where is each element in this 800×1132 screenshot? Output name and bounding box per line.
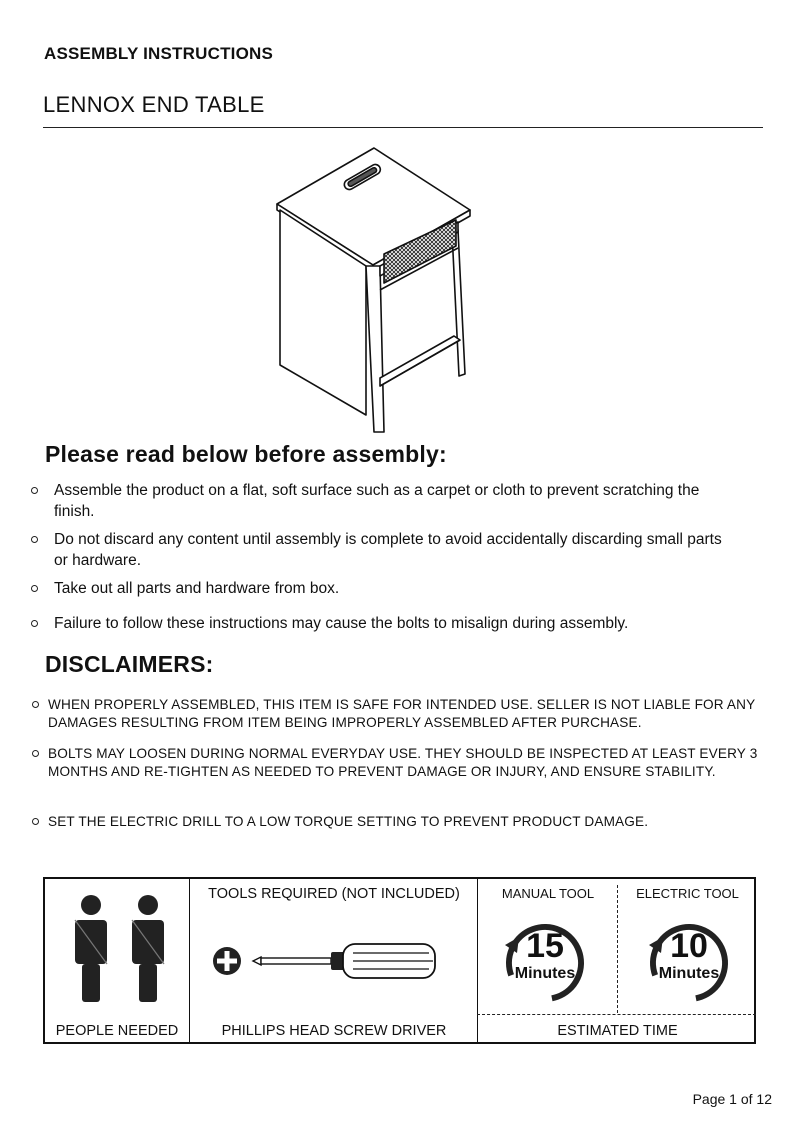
person-icon xyxy=(132,895,164,1002)
disclaimer-text: SET THE ELECTRIC DRILL TO A LOW TORQUE SETTING TO PREVENT PRODUCT DAMAGE. xyxy=(48,814,649,829)
instruction-text: Do not discard any content until assembly is complete to avoid accidentally discarding small parts or hardware. xyxy=(54,531,722,569)
page-number: Page 1 of 12 xyxy=(692,1091,772,1107)
bullet-icon xyxy=(31,536,38,543)
electric-timer-icon xyxy=(643,915,739,1011)
two-people-icon xyxy=(67,893,177,1005)
disclaimer-text: BOLTS MAY LOOSEN DURING NORMAL EVERYDAY USE. THEY SHOULD BE INSPECTED AT LEAST EVERY 3 MONTHS AND RE-TIGHTEN AS NEEDED TO PREVENT DAMAGE OR INJURY, AND ENSURE STABILITY. xyxy=(48,746,758,779)
tools-required-label: TOOLS REQUIRED (NOT INCLUDED) xyxy=(208,886,460,902)
manual-time-value: 15 xyxy=(526,927,564,965)
tool-name-label: PHILLIPS HEAD SCREW DRIVER xyxy=(221,1023,447,1039)
electric-time-value: 10 xyxy=(670,927,708,965)
end-table-illustration xyxy=(270,140,480,445)
people-needed-label: PEOPLE NEEDED xyxy=(55,1023,179,1039)
instruction-text: Take out all parts and hardware from box. xyxy=(54,580,340,597)
disclaimer-text: WHEN PROPERLY ASSEMBLED, THIS ITEM IS SAFE FOR INTENDED USE. SELLER IS NOT LIABLE FOR ANY DAMAGES RESULTING FROM ITEM BEING IMPROPERLY ASSEMBLED AFTER PURCHASE. xyxy=(48,697,756,730)
manual-timer-icon xyxy=(499,915,595,1011)
bullet-icon xyxy=(31,585,38,592)
disclaimers-heading: DISCLAIMERS: xyxy=(45,651,214,677)
time-cell-divider xyxy=(617,885,618,1013)
bullet-icon xyxy=(32,701,39,708)
electric-minutes-label: Minutes xyxy=(658,965,720,982)
time-cell-divider xyxy=(477,1014,756,1015)
cell-divider xyxy=(189,879,190,1042)
estimated-time-label: ESTIMATED TIME xyxy=(557,1023,678,1039)
instruction-text: Assemble the product on a flat, soft surface such as a carpet or cloth to prevent scratching the finish. xyxy=(54,482,700,520)
instruction-text: Failure to follow these instructions may cause the bolts to misalign during assembly. xyxy=(54,615,629,632)
bullet-icon xyxy=(32,818,39,825)
manual-tool-label: MANUAL TOOL xyxy=(501,886,595,901)
electric-tool-label: ELECTRIC TOOL xyxy=(636,886,739,901)
phillips-screwdriver-icon xyxy=(207,939,447,979)
instructions-heading: Please read below before assembly: xyxy=(45,441,447,467)
assembly-info-box xyxy=(43,877,756,1044)
person-icon xyxy=(75,895,107,1002)
cell-divider xyxy=(477,879,478,1042)
title-divider xyxy=(43,127,763,128)
bullet-icon xyxy=(31,487,38,494)
product-title: LENNOX END TABLE xyxy=(43,92,265,117)
bullet-icon xyxy=(32,750,39,757)
manual-minutes-label: Minutes xyxy=(514,965,576,982)
document-header-label: ASSEMBLY INSTRUCTIONS xyxy=(44,44,274,63)
bullet-icon xyxy=(31,620,38,627)
